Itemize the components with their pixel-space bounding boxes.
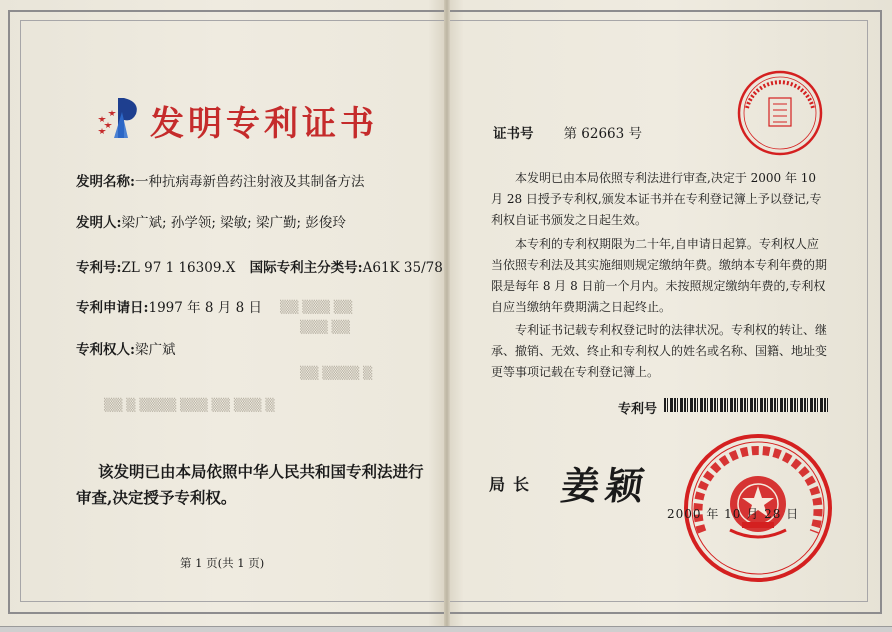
patent-number: ZL 97 1 16309.X [121,260,236,276]
certificate-title: 发明专利证书 [150,104,378,144]
certificate-number-row [493,122,642,142]
background-print: ▒▒ ▒ ▒▒▒▒ ▒▒▒ ▒▒ ▒▒▒ ▒ [104,398,275,412]
inventors: 梁广斌; 孙学领; 梁敏; 梁广勤; 彭俊玲 [121,215,346,231]
patent-barcode [664,398,828,412]
issue-date: 2000 年 10 月 28 日 [667,507,800,521]
certificate-number-label: 证书号 [493,126,534,142]
patent-number-label: 专利号: [76,260,122,276]
patentee-row [76,338,175,358]
paragraph-legal [491,320,829,383]
background-print: ▒▒ ▒▒▒ ▒▒ [280,300,353,314]
paragraph-grant [491,168,829,231]
chief-signature: 姜颖 [558,463,653,508]
scan-edge [0,626,892,632]
filing-date-row [76,296,262,316]
invention-name: 一种抗病毒新兽药注射液及其制备方法 [134,174,365,190]
invention-name-label: 发明名称: [76,174,135,190]
grant-statement-line2: 审查,决定授予专利权。 [76,488,237,507]
filing-date-label: 专利申请日: [76,300,149,316]
page-number: 第 1 页(共 1 页) [180,556,265,570]
paragraph-term [491,234,829,318]
ipc-label: 国际专利主分类号: [249,260,363,276]
patentee-label: 专利权人: [76,342,135,358]
paragraph-term-text: 本专利的专利权期限为二十年,自申请日起算。专利权人应当依照专利法及其实施细则规定缴纳年费。缴纳本专利年费的期限是每年 8 月 8 日前一个月内。未按照规定缴纳年费的,专利权自应当缴纳年费期满之日起终止。 [491,237,828,314]
inventor-row [76,211,346,231]
grant-statement-line1: 该发明已由本局依照中华人民共和国专利法进行 [98,462,424,481]
ipc-code: A61K 35/78 [362,260,443,276]
center-fold [444,0,450,632]
filing-date: 1997 年 8 月 8 日 [148,300,262,316]
certificate-stamp-icon [735,68,825,158]
inventor-label: 发明人: [76,215,122,231]
background-print: ▒▒ ▒▒▒▒ ▒ [300,366,373,380]
background-print: ▒▒▒ ▒▒ [300,320,350,334]
invention-name-row [76,170,364,190]
certificate-number: 第 62663 号 [563,126,643,142]
paragraph-grant-text: 本发明已由本局依照专利法进行审查,决定于 2000 年 10 月 28 日授予专利权,颁发本证书并在专利登记簿上予以登记,专利权自证书颁发之日起生效。 [491,171,822,227]
paragraph-legal-text: 专利证书记载专利权登记时的法律状况。专利权的转让、继承、撤销、无效、终止和专利权人的姓名或名称、国籍、地址变更等事项记载在专利登记簿上。 [491,323,828,379]
patentee: 梁广斌 [134,342,176,358]
patent-office-logo-icon [92,92,144,144]
barcode-label: 专利号 [618,402,658,417]
chief-label: 局长 [489,475,538,494]
patent-number-row [76,256,443,276]
